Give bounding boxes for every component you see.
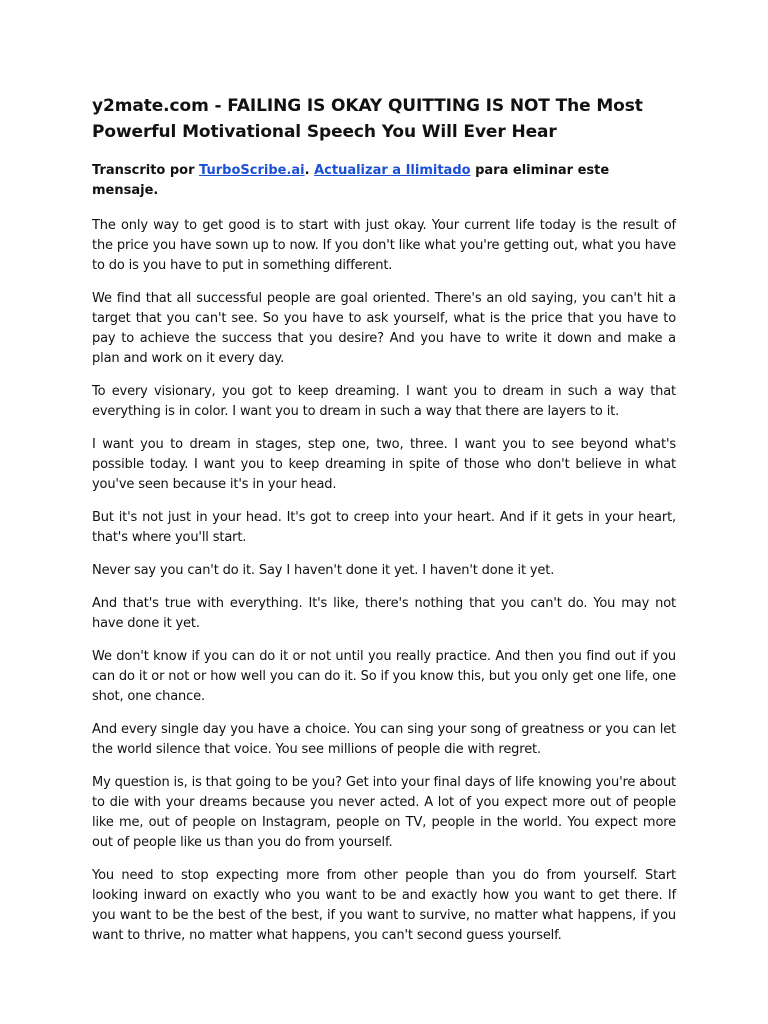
paragraph: I want you to dream in stages, step one, two, three. I want you to see beyond what's possible today. I want you to keep dreaming in spite of those who don't believe in what you've seen because it's in your head.: [92, 437, 676, 492]
paragraph: You need to stop expecting more from other people than you do from yourself. Start looking inward on exactly who you want to be and exactly how you want to get there. If you want to be the best of the best, if you want to survive, no matter what happens, if you want to thrive, no matter what happens, you can't second guess yourself.: [92, 868, 676, 943]
notice-separator: .: [304, 163, 315, 178]
paragraph: We don't know if you can do it or not until you really practice. And then you find out if you can do it or not or how well you can do it. So if you know this, but you only get one life, one shot, one chance.: [92, 649, 676, 704]
upgrade-unlimited-link[interactable]: Actualizar a Ilimitado: [314, 163, 471, 178]
paragraph: To every visionary, you got to keep dreaming. I want you to dream in such a way that everything is in color. I want you to dream in such a way that there are layers to it.: [92, 384, 676, 419]
paragraph: And that's true with everything. It's like, there's nothing that you can't do. You may not have done it yet.: [92, 596, 676, 631]
turboscribe-link[interactable]: TurboScribe.ai: [199, 163, 305, 178]
paragraph: But it's not just in your head. It's got to creep into your heart. And if it gets in your heart, that's where you'll start.: [92, 510, 676, 545]
paragraph: My question is, is that going to be you? Get into your final days of life knowing you're about to die with your dreams because you never acted. A lot of you expect more out of people like me, out of people on Instagram, people on TV, people in the world. You expect more out of people like us than you do from yourself.: [92, 775, 676, 850]
paragraph: The only way to get good is to start with just okay. Your current life today is the result of the price you have sown up to now. If you don't like what you're getting out, what you have to do is you have to put in something different.: [92, 218, 676, 273]
notice-prefix: Transcrito por: [92, 163, 200, 178]
notice-suffix: para eliminar este mensaje.: [92, 163, 610, 198]
paragraph: Never say you can't do it. Say I haven't done it yet. I haven't done it yet.: [92, 563, 555, 578]
paragraph: And every single day you have a choice. You can sing your song of greatness or you can let the world silence that voice. You see millions of people die with regret.: [92, 722, 676, 757]
document-title: y2mate.com - FAILING IS OKAY QUITTING IS NOT The Most Powerful Motivational Speech You Will Ever Hear: [92, 96, 643, 142]
transcription-notice: [92, 161, 676, 201]
transcript-body: [92, 216, 676, 946]
paragraph: We find that all successful people are goal oriented. There's an old saying, you can't hit a target that you can't see. So you have to ask yourself, what is the price that you have to pay to achieve the success that you desire? And you have to write it down and make a plan and work on it every day.: [92, 291, 676, 366]
